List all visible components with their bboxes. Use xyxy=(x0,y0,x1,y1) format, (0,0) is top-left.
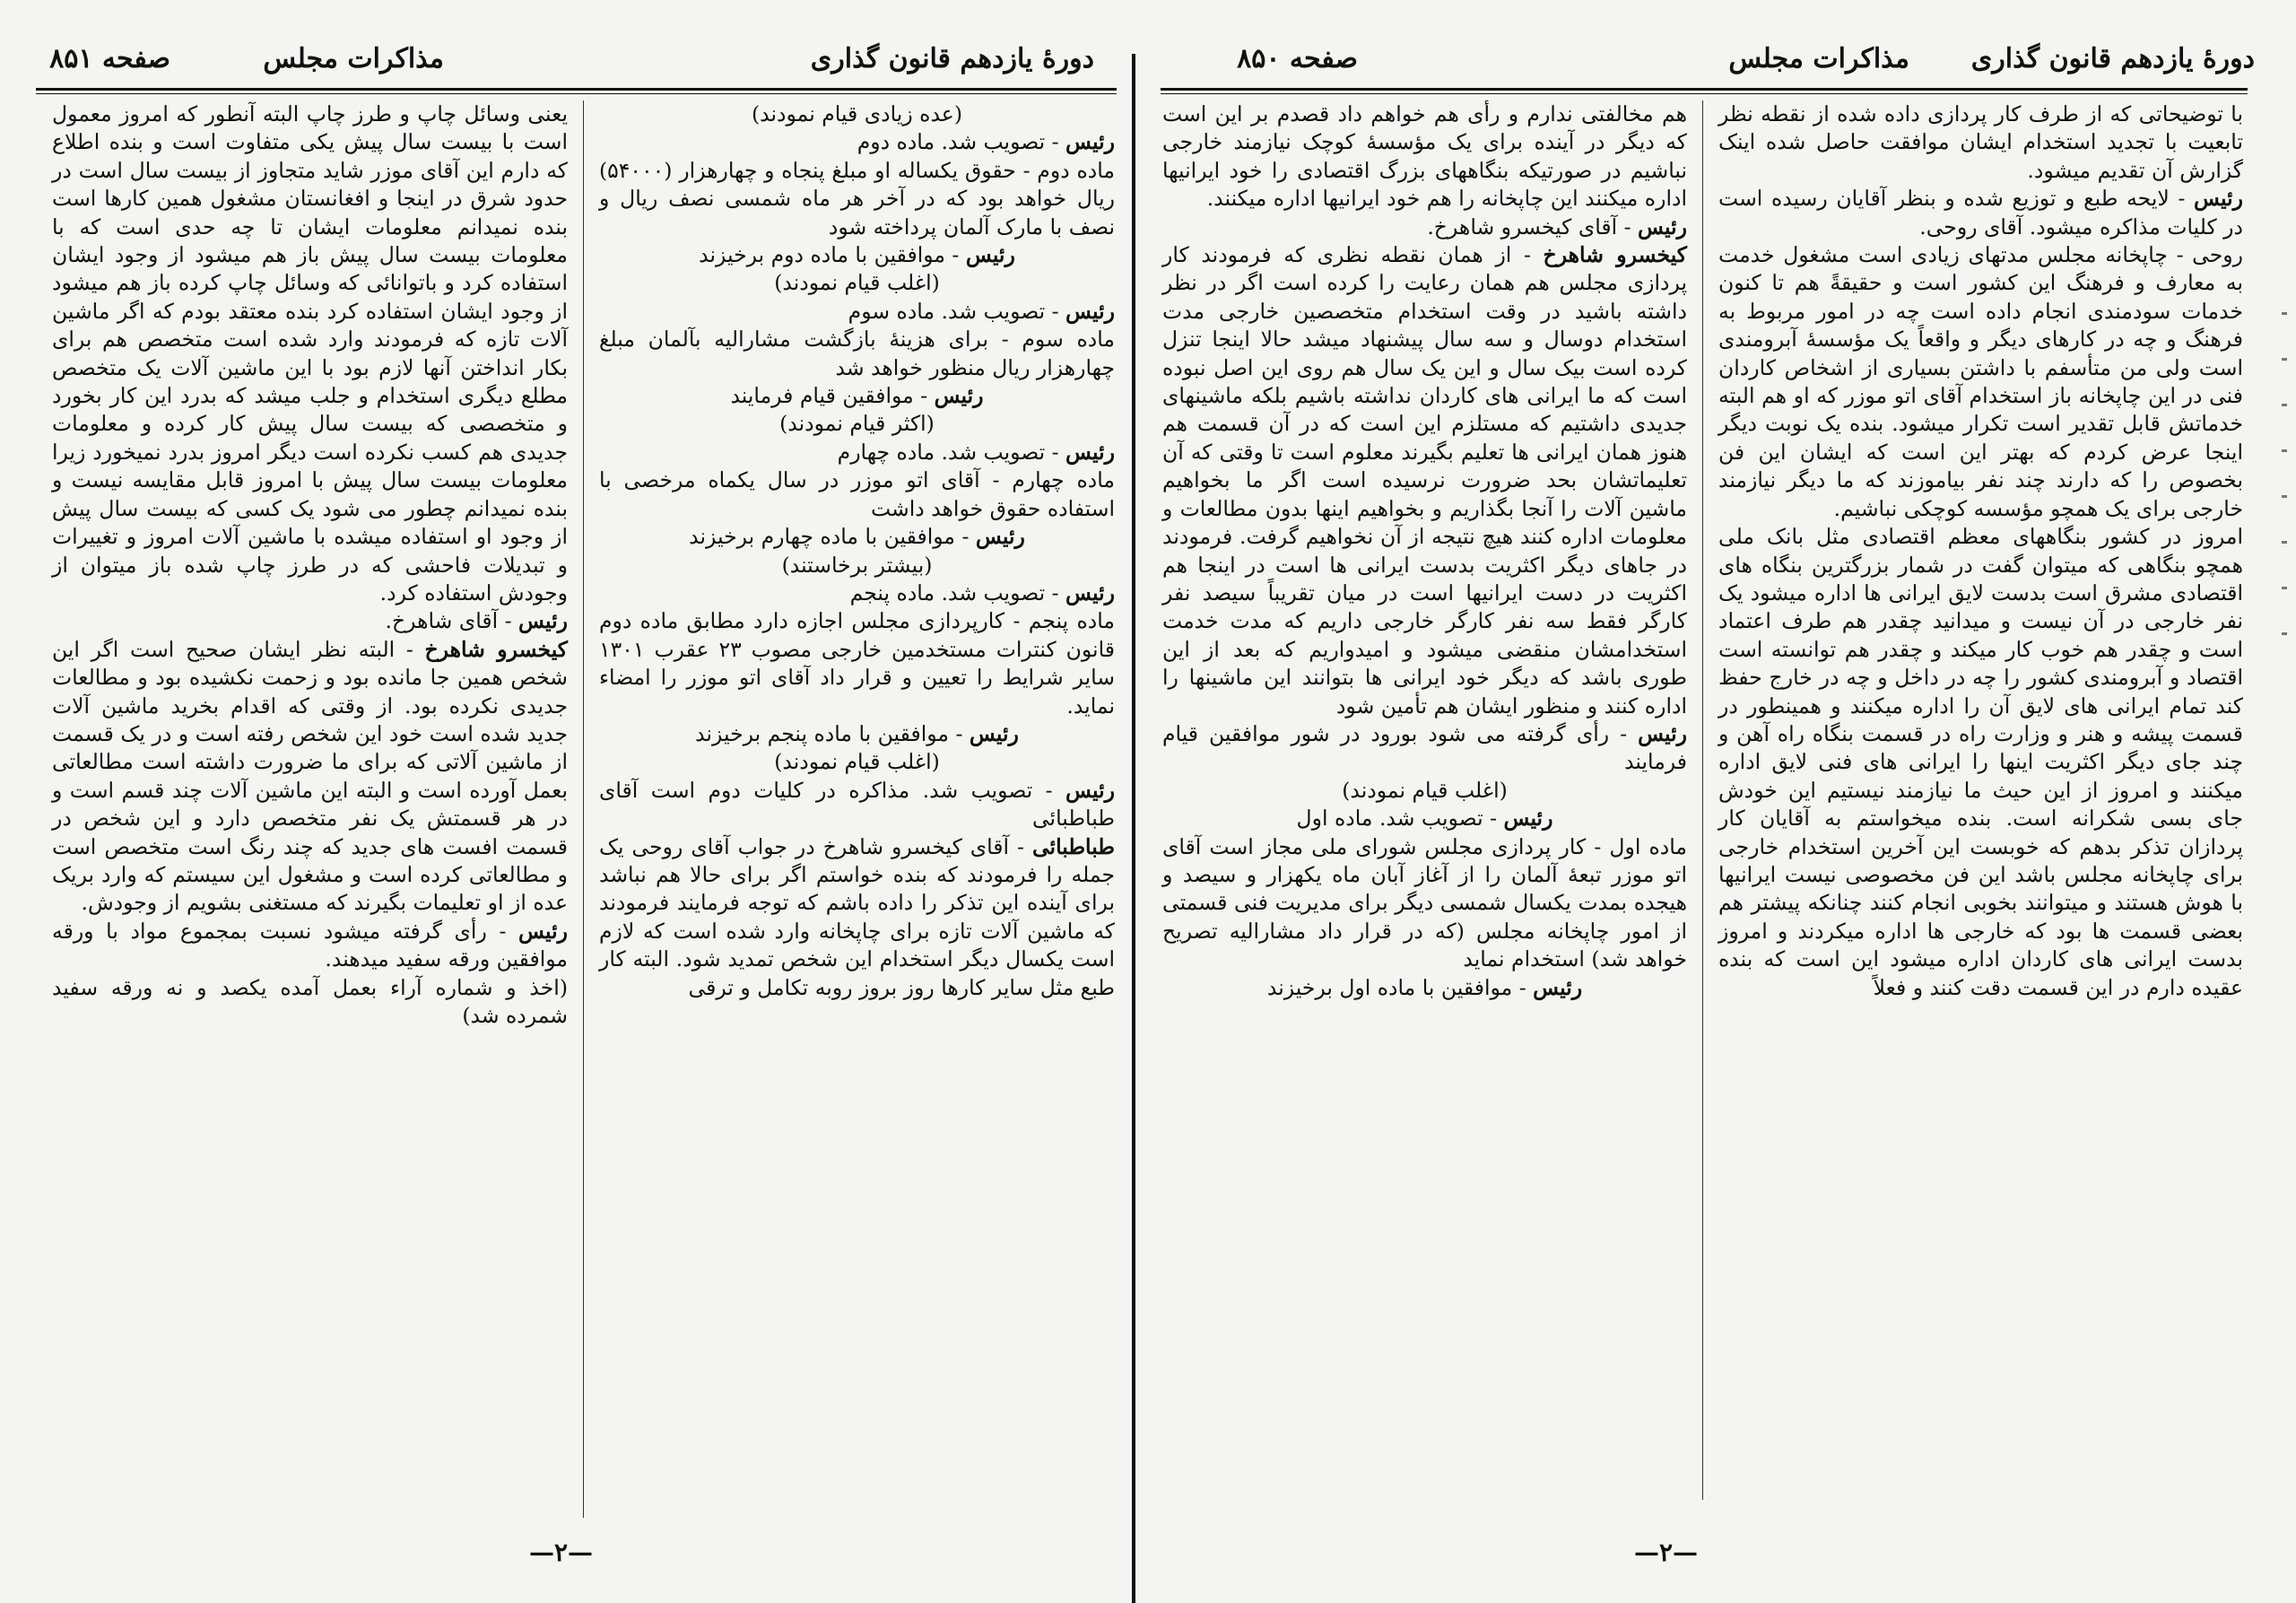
speech-text: - تصویب شد. ماده پنجم xyxy=(849,579,1066,605)
paragraph xyxy=(599,241,1115,269)
paragraph: ماده سوم - برای هزینهٔ بازگشت مشارالیه بآلمان مبلغ چهارهزار ریال منظور خواهد شد xyxy=(599,327,1115,380)
speech-text: - تصویب شد. ماده چهارم xyxy=(837,439,1066,465)
speech-text: - موافقین با ماده اول برخیزند xyxy=(1266,974,1534,1000)
paragraph: با توضیحاتی که از طرف کار پردازی داده شده از نقطه نظر تابعیت با تجدید استخدام ایشان موافقت حاصل شده اینک گزارش آن تقدیم میشود. xyxy=(1718,101,2243,183)
speech-text: - آقای کیخسرو شاهرخ. xyxy=(1427,213,1639,240)
column-divider xyxy=(1702,100,1703,1500)
running-header xyxy=(36,43,1112,83)
speech-text: - تصویب شد. ماده سوم xyxy=(848,298,1066,324)
speaker-name: رئیس xyxy=(1533,974,1583,1000)
speaker-name: رئیس xyxy=(1065,777,1115,803)
paragraph: (اکثر قیام نمودند) xyxy=(779,411,935,437)
paragraph xyxy=(1162,213,1687,241)
paragraph: (اغلب قیام نمودند) xyxy=(1342,777,1508,803)
folio-number: —۲— xyxy=(529,1538,594,1567)
speaker-name: کیخسرو شاهرخ xyxy=(1543,242,1687,268)
journal-title: مذاکرات مجلس xyxy=(263,43,444,74)
paragraph xyxy=(1718,185,2243,241)
speech-text: - تصویب شد. ماده دوم xyxy=(857,129,1066,155)
text-column-outer xyxy=(1718,100,2243,1002)
speaker-name: رئیس xyxy=(1065,439,1115,465)
paragraph xyxy=(1162,805,1687,832)
page-851 xyxy=(0,0,1132,1603)
paragraph xyxy=(599,523,1115,551)
paragraph: هم مخالفتی ندارم و رأی هم خواهم داد قصدم بر این است که دیگر در آینده برای یک مؤسسهٔ کوچک نیازمند خارجی نباشیم در صورتیکه بنگاههای بزرگ اقتصادی را خود ایرانیها اداره میکنند این چاپخانه را هم خود ایرانیها اداره میکنند. xyxy=(1162,101,1687,212)
paragraph xyxy=(599,382,1115,410)
speech-text: - آقای کیخسرو شاهرخ در جواب آقای روحی یک جمله را فرمودند که بنده خواستم اگر برای حالا هم نباشد برای آینده این تذکر را داده باشم که توجه فرمایند فرمودند که ماشین آلات تازه برای چاپخانه وارد شده است که لازم است یکسال دیگر استخدام این شخص تمدید شود. البته کار طبع مثل سایر کارها روز بروز روبه تکامل و ترقی xyxy=(599,833,1115,1000)
text-column-outer xyxy=(52,100,568,1030)
speech-text: - تصویب شد. مذاکره در کلیات دوم است آقای طباطبائی xyxy=(599,777,1115,832)
speech-text: - موافقین با ماده چهارم برخیزند xyxy=(689,524,976,550)
speech-text: - البته نظر ایشان صحیح است اگر این شخص همین جا مانده بود و زحمت نکشیده بود و مطالعات جدیدی نکرده بود. از وقتی که اقدام بخرید ماشین آلات جدید شده است خود این شخص رفته است و در یک قسمت از ماشین آلاتی که برای ما ضرورت داشته است مطالعاتی بعمل آورده است و البته این ماشین آلات چند قسم است و در هر قسمتش یک نفر متخصص دارد و این شخص در قسمت افست های جدید که چند رنگ است متخصص است و مطالعاتی کرده است و مشغول این سیستم که وارد بریک عده از او تعلیمات بگیرند که مستغنی بشویم از وجودش. xyxy=(52,636,568,916)
paragraph xyxy=(599,720,1115,748)
speech-text: - موافقین با ماده پنجم برخیزند xyxy=(695,720,970,746)
speaker-name: رئیس xyxy=(1065,129,1115,155)
paragraph: (اغلب قیام نمودند) xyxy=(774,270,940,296)
header-rule xyxy=(1161,88,2248,91)
paragraph xyxy=(599,298,1115,326)
page-number: صفحه ۸۵۰ xyxy=(1237,43,1358,74)
speaker-name: رئیس xyxy=(518,918,568,944)
session-title: دورهٔ یازدهم قانون گذاری xyxy=(810,43,1094,74)
speaker-name: رئیس xyxy=(934,383,984,409)
paragraph: (اخذ و شماره آراء بعمل آمده یکصد و نه ورقه سفید شمرده شد) xyxy=(52,974,568,1028)
journal-title: مذاکرات مجلس xyxy=(1728,43,1909,74)
paragraph xyxy=(599,128,1115,156)
header-rule xyxy=(36,88,1117,91)
speaker-name: رئیس xyxy=(1065,298,1115,324)
speaker-name: رئیس xyxy=(1503,806,1553,832)
paragraph: روحی - چاپخانه مجلس مدتهای زیادی است مشغول خدمت به معارف و فرهنگ این کشور است و حقیقةً هم تا کنون خدمات سودمندی انجام داده است چه در امور مربوط به فرهنگ و چه در کارهای دیگر و واقعاً یک مؤسسهٔ آبرومندی است ولی من متأسفم با داشتن بسیاری از اشخاص کاردان فنی در این چاپخانه باز استخدام آقای اتو موزر که او هم البته خدماتش قابل تقدیر است تکرار میشود. بنده یک نوبت دیگر اینجا عرض کردم که بهتر این است که ایشان این فن بخصوص را که دارند چند نفر بیاموزند که ما دیگر نیازمند خارجی برای یک همچو مؤسسه کوچکی نباشیم. xyxy=(1718,242,2243,521)
paragraph: (بیشتر برخاستند) xyxy=(781,552,933,578)
paragraph: ماده اول - کار پردازی مجلس شورای ملی مجاز است آقای اتو موزر تبعهٔ آلمان را از آغاز آبان ماه یکهزار و سیصد و هیجده بمدت یکسال شمسی دیگر برای مدیریت فنی قسمتی از امور چاپخانه مجلس (که در قرار داد مشارالیه تصریح خواهد شد) استخدام نماید xyxy=(1162,833,1687,972)
paragraph xyxy=(1162,241,1687,720)
speech-text: - رأی گرفته میشود نسبت بمجموع مواد با ورقه موافقین ورقه سفید میدهند. xyxy=(52,918,568,972)
running-header xyxy=(1161,43,2264,83)
speaker-name: رئیس xyxy=(1065,579,1115,605)
speech-text: - از همان نقطه نظری که فرمودند کار پردازی مجلس هم همان رعایت را کرده است اگر در نظر داشته باشید در وقت استخدام متخصصین خارجی مدت استخدام دوسال و سه سال پیشنهاد میشد حالا اینجا تنزل کرده است بیک سال و این یک سال هم روی این اصل نبوده است که ما ایرانی های کاردان نداشته باشیم بلکه ماشینهای جدیدی داشتیم که مستلزم این است که در آن قسمت هم هنوز همان ایرانی ها تعلیم بگیرند معلوم است تا وقتی که آن تعلیماتشان بحد ضرورت نرسیده است اگر ما بخواهیم ماشین آلات را آنجا بگذاریم و بخواهیم اینها بدون مطالعات و معلومات اداره کنند هیچ نتیجه از آن نخواهیم گرفت. فرمودند در جاهای دیگر اکثریت بدست ایرانی ها است در اینجا هم اکثریت در دست ایرانیها است در میان تقریباً سیصد نفر کارگر فقط سه نفر کارگر خارجی داریم که مدت خدمت استخدامشان منقضی میشود و امیدواریم که بعد از این طوری باشد که دیگر خود ایرانی ها بتوانند این ماشینها را اداره کنند و منظور ایشان هم تأمین شود xyxy=(1162,242,1687,719)
column-divider xyxy=(583,100,584,1518)
speaker-name: رئیس xyxy=(1638,213,1687,240)
speaker-name: رئیس xyxy=(975,524,1025,550)
folio-number: —۲— xyxy=(1634,1538,1699,1567)
paragraph xyxy=(52,918,568,974)
paragraph xyxy=(599,439,1115,466)
paragraph: (اغلب قیام نمودند) xyxy=(774,749,940,775)
speaker-name: طباطبائی xyxy=(1031,833,1115,859)
text-column-inner xyxy=(1162,100,1687,1002)
speech-text: - رأی گرفته می شود بورود در شور موافقین قیام فرمایند xyxy=(1162,720,1687,775)
page-850 xyxy=(1132,0,2296,1603)
paragraph xyxy=(52,636,568,918)
paragraph: (عده زیادی قیام نمودند) xyxy=(752,101,962,126)
speaker-name: رئیس xyxy=(1638,720,1688,746)
speech-text: - آقای شاهرخ. xyxy=(385,608,519,634)
paragraph: ماده دوم - حقوق یکساله او مبلغ پنجاه و چهارهزار (۵۴۰۰۰) ریال خواهد بود که در آخر هر ماه شمسی نصف ریال و نصف با مارک آلمان پرداخته شود xyxy=(599,157,1115,240)
paragraph xyxy=(52,607,568,635)
text-column-inner xyxy=(599,100,1115,1002)
speech-text: - موافقین با ماده دوم برخیزند xyxy=(699,242,966,268)
speech-text: - تصویب شد. ماده اول xyxy=(1296,806,1504,832)
paragraph: امروز در کشور بنگاههای معظم اقتصادی مثل بانک ملی همچو بنگاهی که میتوان گفت در شمار بزرگترین بنگاه های اقتصادی مشرق است بدست لایق ایرانی ها اداره میشود یک نفر خارجی در آن نیست و میدانید چقدر هم طرف اعتماد است و چقدر هم خوب کار میکند و چقدر هم توانسته است اقتصاد و آبرومندی کشور را چه در داخل و چه در خارج حفظ کند تمام ایرانی های لایق آن را اداره میکنند و همینطور در قسمت پیشه و هنر و وزارت راه در قسمت بنگاه راه آهن و چند جای دیگر اکثریت اینها را ایرانی های فنی لایق اداره میکنند و امروز از این حیث ما نیازمند نیستیم این خودش جای بسی شکرانه است. بنده میخواستم به آقایان کار پردازان تذکر بدهم که خوبست این آخرین استخدام خارجی برای چاپخانه مجلس باشد این فن مخصوصی نیست ایرانیها با هوش هستند و میتوانند بخوبی انجام کنند چنانکه پیشتر هم بعضی قسمت ها بود که خارجی ها اداره میکردند و امروز بدست ایرانی های کاردان اداره میشود این است که بنده عقیده دارم در این قسمت دقت کنند و فعلاً xyxy=(1718,524,2243,1000)
header-rule-thin xyxy=(1161,93,2248,94)
paragraph: ماده چهارم - آقای اتو موزر در سال یکماه مرخصی با استفاده حقوق خواهد داشت xyxy=(599,467,1115,521)
speech-text: - لایحه طبع و توزیع شده و بنظر آقایان رسیده است در کلیات مذاکره میشود. آقای روحی. xyxy=(1718,186,2243,240)
paragraph xyxy=(599,579,1115,607)
paragraph: یعنی وسائل چاپ و طرز چاپ البته آنطور که امروز معمول است با بیست سال پیش یکی متفاوت است و بنده اطلاع که دارم این آقای موزر شاید متجاوز از بیست سال است در حدود شرق در اینجا و افغانستان مشغول همین کارها است بنده نمیدانم معلومات ایشان تا چه حدی است که با معلومات بیست سال پیش باز هم میشود از وجود ایشان استفاده کرد و باتوانائی که وسائل چاپ کرده باز هم میشود از وجود ایشان استفاده کرد بنده معتقد بودم که اگر ماشین آلات تازه که فرمودند وارد شده است متخصص هم برای بکار انداختن آنها لازم بود با این ماشین آلات یک متخصص مطلع دیگری استخدام و جلب میشد که بدرد این کار بخورد و متخصصی که بیست سال پیش کار کرده و معلومات جدیدی هم کسب نکرده است دیگر امروز بدرد نمیخورد زیرا معلومات بیست سال پیش با امروز قابل مقایسه نیست و بنده نمیدانم چطور می شود یک کسی که بیست سال پیش از وجود او استفاده میشده با ماشین آلات امروز و تغییرات و تبدیلات فاحشی که در طرز چاپ شده باز میتوان از وجودش استفاده کرد. xyxy=(52,101,568,605)
speaker-name: رئیس xyxy=(969,720,1019,746)
paragraph xyxy=(599,833,1115,1002)
speaker-name: رئیس xyxy=(2194,186,2243,212)
header-rule-thin xyxy=(36,93,1117,94)
paragraph xyxy=(1162,974,1687,1002)
speaker-name: کیخسرو شاهرخ xyxy=(424,636,568,662)
scan-edge-marks xyxy=(2282,269,2291,1076)
paragraph: ماده پنجم - کارپردازی مجلس اجازه دارد مطابق ماده دوم قانون کنترات مستخدمین خارجی مصوب ۲۳ عقرب ۱۳۰۱ سایر شرایط را تعیین و قرار داد آقای اتو موزر را امضاء نماید. xyxy=(599,608,1115,719)
session-title: دورهٔ یازدهم قانون گذاری xyxy=(1970,43,2255,74)
paragraph xyxy=(599,777,1115,833)
paragraph xyxy=(1162,720,1687,777)
page-number: صفحه ۸۵۱ xyxy=(49,43,170,74)
speaker-name: رئیس xyxy=(518,608,568,634)
speaker-name: رئیس xyxy=(965,242,1015,268)
speech-text: - موافقین قیام فرمایند xyxy=(730,383,935,409)
